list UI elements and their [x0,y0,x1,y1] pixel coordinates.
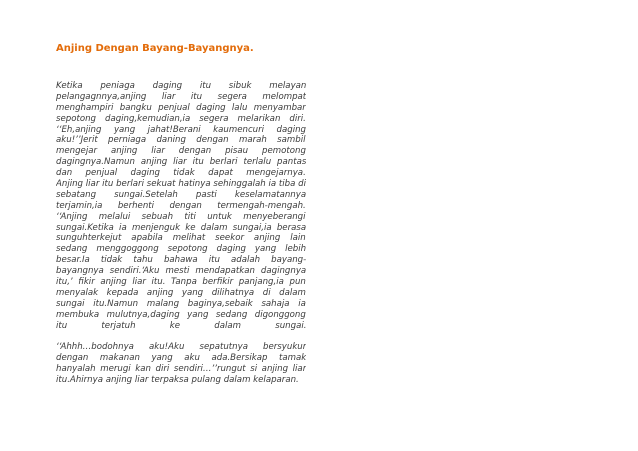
text-line: sunguhterkejut apabila melihat seekor anjing lain [56,233,306,244]
story-paragraph-1 [56,81,306,331]
text-line: Anjing liar itu berlari sekuat hatinya sehinggalah ia tiba di [56,179,306,190]
text-line: hanyalah merugi kan diri sendiri…’’rungut si anjing liar [56,364,306,375]
story-paragraph-2 [56,342,306,386]
text-line: pelangagnnya,anjing liar itu segera melompat [56,91,306,102]
text-line: bayangnya sendiri.‘Aku mesti mendapatkan dagingnya [56,266,306,277]
text-line: menghampiri bangku penjual daging lalu menyambar [56,102,306,113]
text-line: dan penjual daging tidak dapat mengejarnya. [56,168,306,179]
story-body [56,81,306,386]
text-line: ‘‘Eh,anjing yang jahat!Berani kaumencuri daging [56,124,306,135]
text-line: aku!’’Jerit perniaga daning dengan marah sambil [56,135,306,146]
text-line: sungai.Ketika ia menjenguk ke dalam sungai,ia berasa [56,222,306,233]
text-line: sedang menggoggong sepotong daging yang lebih [56,244,306,255]
text-line: menyalak kepada anjing yang dilihatnya di dalam [56,287,306,298]
text-line: itu terjatuh ke dalam sungai. [56,320,306,331]
text-line: membuka mulutnya,daging yang sedang digonggong [56,309,306,320]
text-line: sungai itu.Namun malang baginya,sebaik sahaja ia [56,298,306,309]
text-line: Ketika peniaga daging itu sibuk melayan [56,81,306,91]
text-line: sebatang sungai.Setelah pasti keselamatannya [56,189,306,200]
text-line: sepotong daging,kemudian,ia segera melarikan diri. [56,113,306,124]
text-line: itu,’ fikir anjing liar itu. Tanpa berfikir panjang,ia pun [56,277,306,288]
text-line: dengan makanan yang aku ada.Bersikap tamak [56,353,306,364]
text-line: ‘‘Anjing melalui sebuah titi untuk menyeberangi [56,211,306,222]
text-line: mengejar anjing liar dengan pisau pemotong [56,146,306,157]
text-line: terjamin,ia berhenti dengan termengah-mengah. [56,200,306,211]
text-line: itu.Ahirnya anjing liar terpaksa pulang dalam kelaparan. [56,375,299,386]
text-line: dagingnya.Namun anjing liar itu berlari terlalu pantas [56,157,306,168]
text-line: besar.Ia tidak tahu bahawa itu adalah bayang- [56,255,306,266]
text-line: ‘‘Ahhh…bodohnya aku!Aku sepatutnya bersyukur [56,342,306,353]
story-title: Anjing Dengan Bayang-Bayangnya. [56,43,254,54]
